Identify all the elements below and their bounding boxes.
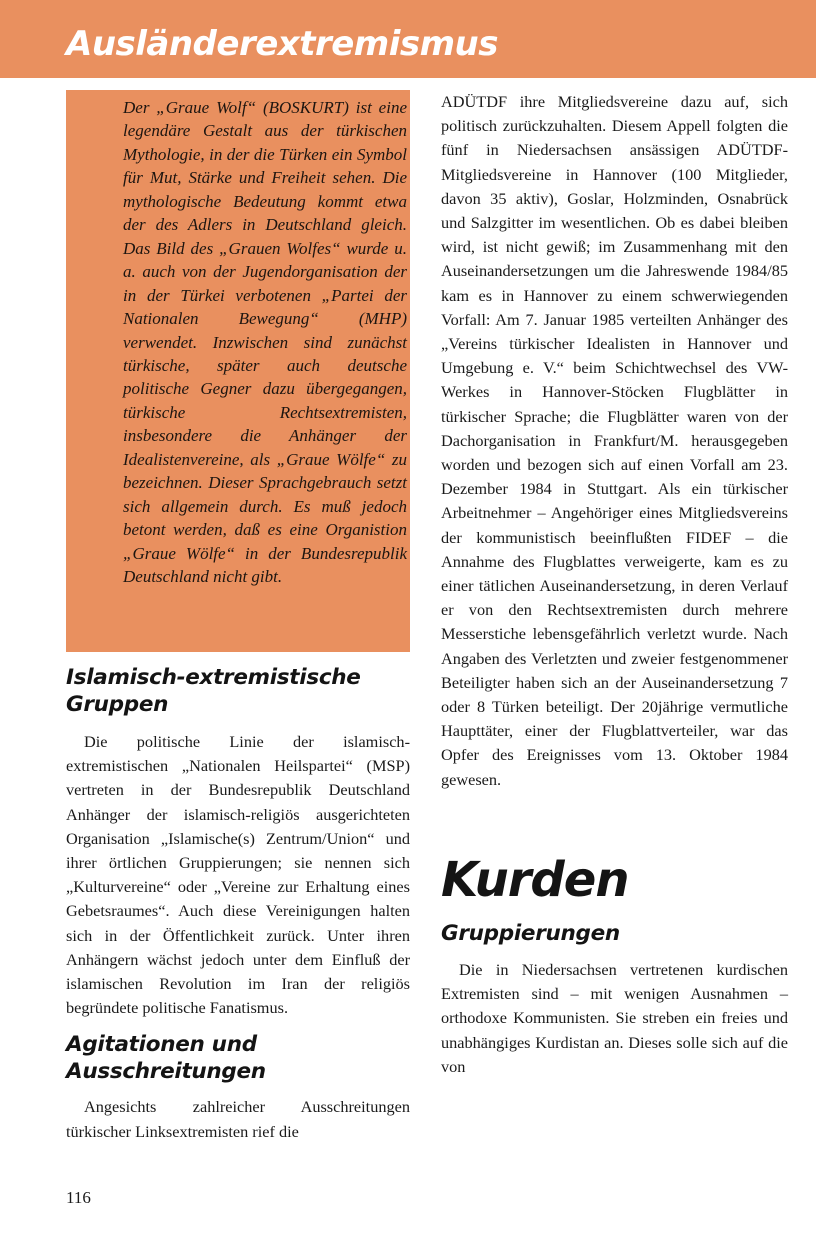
header-band — [0, 0, 816, 78]
paragraph-adutdf: ADÜTDF ihre Mitgliedsvereine dazu auf, sich politisch zurückzuhalten. Diesem Appell folgten die fünf in Niedersachsen ansässigen ADÜTDF-Mitgliedsvereine in Hannover (100 Mitglieder, davon 35 aktiv), Goslar, Holzminden, Osnabrück und Salzgitter im wesentlichen. Ob es dabei bleiben wird, ist nicht gewiß; im Zusammenhang mit den Auseinandersetzungen um die Jahreswende 1984/85 kam es in Hannover zu einem schwerwiegenden Vorfall: Am 7. Januar 1985 verteilten Anhänger des „Vereins türkischer Idealisten in Hannover und Umgebung e. V.“ beim Schichtwechsel des VW-Werkes in Hannover-Stöcken Flugblätter in türkischer Sprache; die Flugblätter waren von der Dachorganisation in Frankfurt/M. herausgegeben worden und bezogen sich auf einen Vorfall am 23. Dezember 1984 in Stuttgart. Als ein türkischer Arbeitnehmer – Angehöriger eines Mitgliedsvereins der kommunistisch beeinflußten FIDEF – die Annahme des Flugblattes verweigerte, kam es zu einer tätlichen Auseinandersetzung, in deren Verlauf er von den Rechtsextremisten durch mehrere Messerstiche lebensgefährlich verletzt wurde. Nach Angaben des Verletzten und zweier festgenommener Beteiligter haben sich an der Auseinandersetzung 7 oder 8 Türken beteiligt. Der 20jährige vermutliche Haupttäter, einer der Flugblattverteiler, war das Opfer des Ereignisses vom 13. Oktober 1984 gewesen. — [441, 92, 788, 789]
page-number: 116 — [66, 1188, 91, 1207]
heading-islamic-groups: Islamisch-extremistische Gruppen — [66, 665, 361, 717]
paragraph-agitation: Angesichts zahlreicher Ausschreitungen türkischer Linksextremisten rief die — [66, 1097, 410, 1141]
page-title: Ausländerextremismus — [66, 24, 498, 64]
right-column — [441, 90, 788, 1079]
heading-agitation: Agitationen und Ausschreitungen — [66, 1032, 266, 1085]
left-column — [66, 90, 410, 1144]
sidebar-text: Der „Graue Wolf“ (BOSKURT) ist eine legendäre Gestalt aus der türkischen Mythologie, in der die Türken ein Symbol für Mut, Stärke und Freiheit sehen. Die mythologische Bedeutung kommt etwa der des Adlers in Deutschland gleich. Das Bild des „Grauen Wolfes“ wurde u. a. auch von der Jugendorganisation der in der Türkei verbotenen „Partei der Nationalen Bewegung“ (MHP) verwendet. Inzwischen sind zunächst türkische, später auch deutsche politische Gegner dazu übergegangen, türkische Rechtsextremisten, insbesondere die Anhänger der Idealistenvereine, als „Graue Wölfe“ zu bezeichnen. Dieser Sprachgebrauch setzt sich allgemein durch. Es muß jedoch betont werden, daß es eine Organistion „Graue Wölfe“ in der Bundesrepublik Deutschland nicht gibt. — [123, 98, 407, 587]
sidebar-info-box — [66, 90, 410, 652]
paragraph-islamic-groups: Die politische Linie der islamisch-extremistischen „Nationalen Heilspartei“ (MSP) vertreten in der Bundesrepublik Deutschland Anhänger der islamisch-religiös ausgerichteten Organisation „Islamische(s) Zentrum/Union“ und ihrer örtlichen Gruppierungen; sie nennen sich „Kulturvereine“ oder „Vereine zur Erhaltung eines Gebetsraumes“. Auch diese Vereinigungen halten sich in der Öffentlichkeit zurück. Unter ihren Anhängern wächst jedoch unter dem Einfluß der islamischen Revolution im Iran der religiös begründete politische Fanatismus. — [66, 732, 410, 1018]
paragraph-kurdish-groups: Die in Niedersachsen vertretenen kurdischen Extremisten sind – mit wenigen Ausnahmen – orthodoxe Kommunisten. Sie streben ein freies und unabhängiges Kurdistan an. Dieses solle sich auf die von — [441, 959, 788, 1076]
section-title-kurden: Kurden — [441, 851, 629, 908]
heading-groups: Gruppierungen — [441, 920, 620, 946]
